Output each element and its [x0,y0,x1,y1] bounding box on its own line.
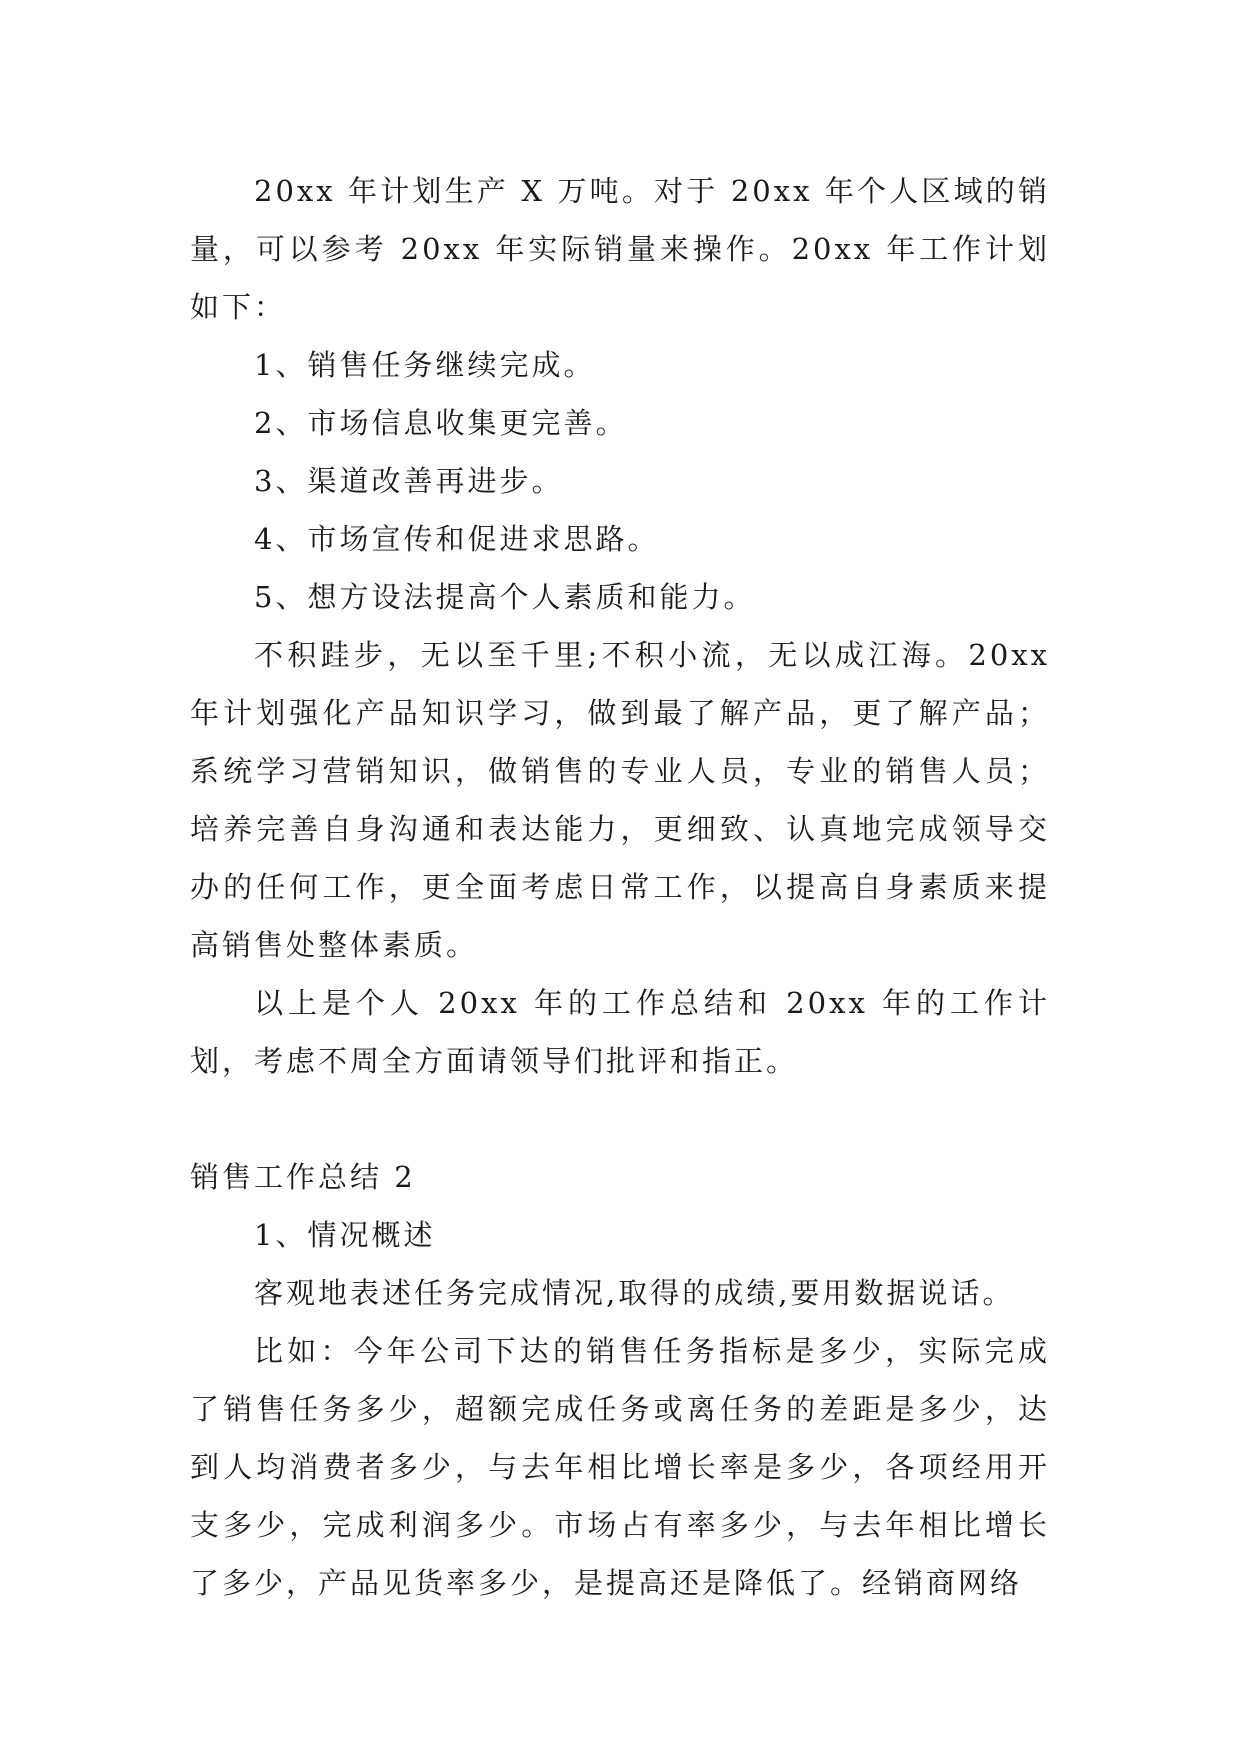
plan-item-2: 2、市场信息收集更完善。 [254,406,628,440]
study-plan-paragraph: 不积跬步，无以至千里;不积小流，无以成江海。20xx 年计划强化产品知识学习，做到最了解产品，更了解产品；系统学习营销知识，做销售的专业人员，专业的销售人员；培养完善自身沟通和表达能力，更细致、认真地完成领导交办的任何工作，更全面考虑日常工作，以提高自身素质来提高销售处整体素质。 [190,638,1050,962]
plan-item-5: 5、想方设法提高个人素质和能力。 [254,580,756,614]
closing-paragraph: 以上是个人 20xx 年的工作总结和 20xx 年的工作计划，考虑不周全方面请领导们批评和指正。 [190,986,1050,1078]
document-body [190,162,1050,1612]
section-subheading: 1、情况概述 [254,1218,436,1252]
plan-item-1: 1、销售任务继续完成。 [254,348,596,382]
section-title: 销售工作总结 2 [190,1160,416,1194]
example-paragraph: 比如：今年公司下达的销售任务指标是多少，实际完成了销售任务多少，超额完成任务或离任务的差距是多少，达到人均消费者多少，与去年相比增长率是多少，各项经用开支多少，完成利润多少。市场占有率多少，与去年相比增长了多少，产品见货率多少，是提高还是降低了。经销商网络 [190,1334,1050,1600]
plan-item-3: 3、渠道改善再进步。 [254,464,564,498]
overview-paragraph: 客观地表述任务完成情况,取得的成绩,要用数据说话。 [254,1276,1015,1310]
intro-paragraph: 20xx 年计划生产 X 万吨。对于 20xx 年个人区域的销量，可以参考 20xx 年实际销量来操作。20xx 年工作计划如下： [190,174,1050,324]
plan-item-4: 4、市场宣传和促进求思路。 [254,522,660,556]
